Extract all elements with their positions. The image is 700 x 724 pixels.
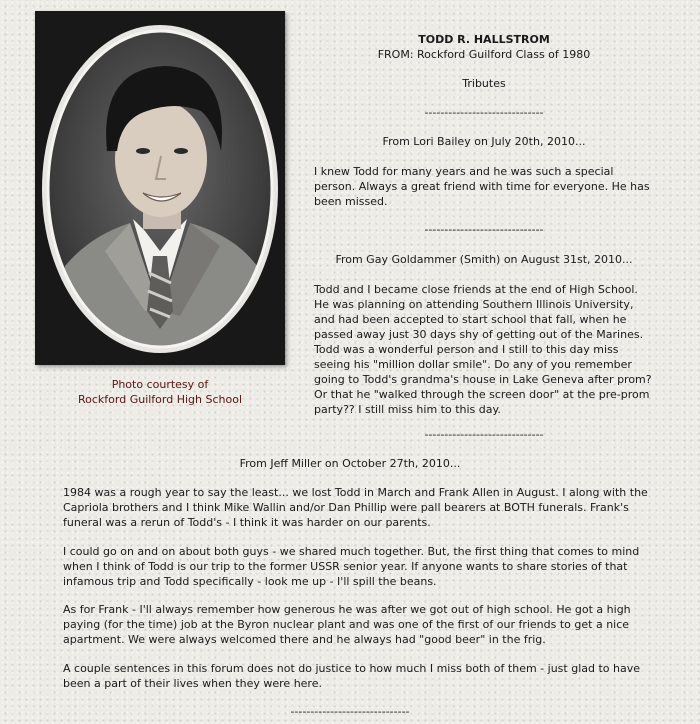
tribute-paragraph: As for Frank - I'll always remember how generous he was after we got out of high school. He got a high paying (for the time) job at the Byron nuclear plant and was one of the first of our friends to get a nice apartment. We were always welcomed there and he always had "good beer" in the frig. [63, 603, 631, 646]
tribute-heading: From Jeff Miller on October 27th, 2010... [239, 457, 461, 470]
tribute-paragraph: I could go on and on about both guys - we shared much together. But, the first thing that comes to mind when I think of Todd is our trip to the former USSR senior year. If anyone wants to share stories of that infamous trip and Todd specifically - look me up - I'll spill the beans. [63, 545, 640, 588]
tribute-paragraph: I knew Todd for many years and he was such a special person. Always a great friend with time for everyone. He has been missed. [314, 165, 650, 208]
tribute-heading: From Gay Goldammer (Smith) on August 31st, 2010... [335, 253, 633, 266]
tribute-paragraph: 1984 was a rough year to say the least... we lost Todd in March and Frank Allen in August. I along with the Capriola brothers and I think Mike Wallin and/or Dan Phillip were pall bearers at BOTH funerals. Frank's funeral was a rerun of Todd's - I think it was harder on our parents. [63, 486, 648, 529]
tribute-paragraph: Todd and I became close friends at the end of High School. He was planning on attending Southern Illinois University, and had been accepted to start school that fall, when he passed away just 30 days shy of getting out of the Marines. Todd was a wonderful person and I still to this day miss seeing his "million dollar smile". Do any of you remember going to Todd's grandma's house in Lake Geneva after prom? Or that he "walked through the screen door" at the pre-prom party?? I still miss him to this day. [314, 283, 652, 416]
photo-caption [40, 377, 280, 407]
yearbook-photo [35, 11, 285, 365]
class-subtitle: FROM: Rockford Guilford Class of 1980 [377, 48, 591, 61]
caption-line-2: Rockford Guilford High School [77, 393, 243, 406]
page-title: TODD R. HALLSTROM [418, 33, 550, 46]
divider: ------------------------------ [424, 428, 544, 441]
divider: ------------------------------ [424, 106, 544, 119]
tribute-heading: From Lori Bailey on July 20th, 2010... [382, 135, 586, 148]
divider: ------------------------------ [424, 223, 544, 236]
portrait-image [35, 11, 285, 365]
section-heading: Tributes [462, 77, 506, 90]
caption-line-1: Photo courtesy of [111, 378, 209, 391]
tribute-paragraph: A couple sentences in this forum does not do justice to how much I miss both of them - just glad to have been a part of their lives when they were here. [63, 662, 640, 690]
divider: ------------------------------ [290, 705, 410, 718]
